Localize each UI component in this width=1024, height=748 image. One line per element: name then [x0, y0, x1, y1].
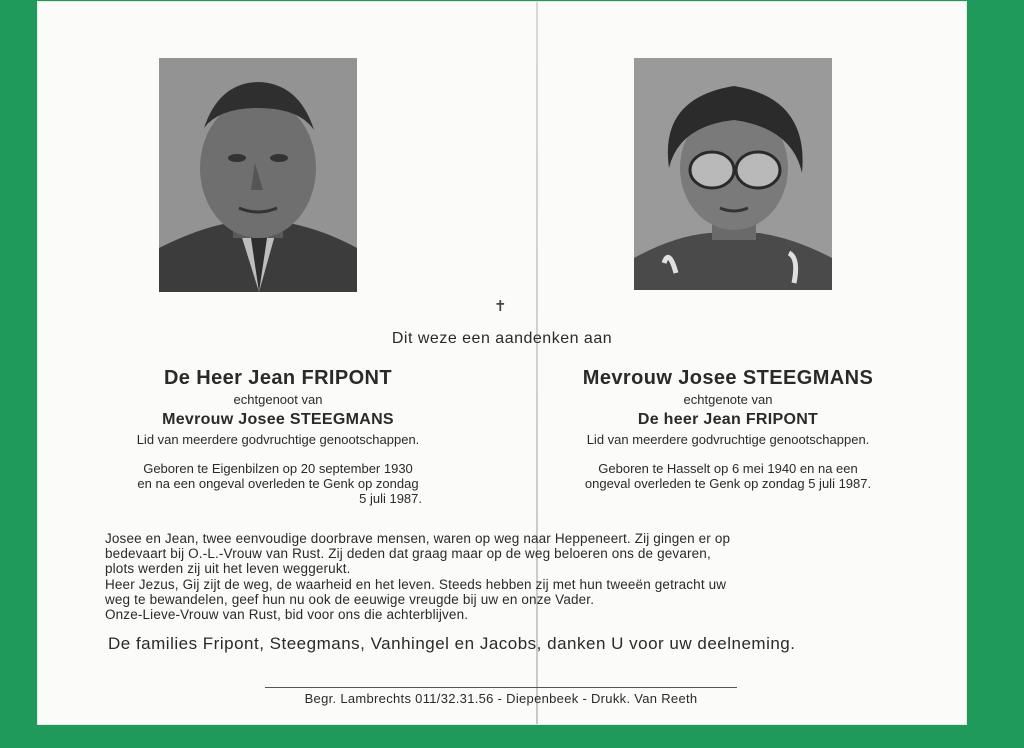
left-relation: echtgenoot van [233, 392, 323, 407]
left-born-line-2: en na een ongeval overleden te Genk op zondag [137, 476, 419, 491]
right-column [538, 366, 918, 491]
cross-icon: ✝ [494, 298, 507, 315]
photo-josee-steegmans [634, 58, 832, 290]
right-relation: echtgenote van [683, 392, 773, 407]
left-born-line-3: 5 juli 1987. [359, 491, 422, 506]
memorial-text-line: weg te bewandelen, geef hun nu ook de eeuwige vreugde bij uw en onze Vader. [105, 591, 595, 607]
right-name: Mevrouw Josee STEEGMANS [582, 367, 874, 389]
footer-rule [265, 687, 737, 688]
left-membership: Lid van meerdere godvruchtige genootschappen. [136, 432, 420, 447]
memorial-text-line: Josee en Jean, twee eenvoudige doorbrave mensen, waren op weg naar Heppeneert. Zij gingen er op [105, 531, 731, 546]
left-spouse: Mevrouw Josee STEEGMANS [162, 411, 394, 428]
left-born-line-1: Geboren te Eigenbilzen op 20 september 1930 [143, 461, 413, 476]
right-membership: Lid van meerdere godvruchtige genootschappen. [586, 432, 870, 447]
memorial-text-line: plots werden zij uit het leven weggerukt. [105, 561, 351, 577]
dedication-line: Dit weze een aandenken aan [391, 330, 613, 347]
left-column [88, 366, 468, 506]
memorial-text-line: Onze-Lieve-Vrouw van Rust, bid voor ons die achterblijven. [105, 607, 469, 623]
right-born-line-2: ongeval overleden te Genk op zondag 5 juli 1987. [584, 476, 872, 491]
memorial-text-line: Heer Jezus, Gij zijt de weg, de waarheid en het leven. Steeds hebben zij met hun tweeën getracht uw [105, 576, 727, 592]
memorial-card [38, 2, 966, 724]
thanks-line: De families Fripont, Steegmans, Vanhingel en Jacobs, danken U voor uw deelneming. [108, 634, 796, 653]
right-born-line-1: Geboren te Hasselt op 6 mei 1940 en na een [598, 461, 858, 476]
left-name: De Heer Jean FRIPONT [163, 367, 393, 389]
printer-credit: Begr. Lambrechts 011/32.31.56 - Diepenbeek - Drukk. Van Reeth [304, 691, 698, 706]
memorial-text-line: bedevaart bij O.-L.-Vrouw van Rust. Zij deden dat graag maar op de weg beloeren ons de gevaren, [105, 546, 711, 562]
right-spouse: De heer Jean FRIPONT [637, 411, 819, 428]
photo-jean-fripont [159, 58, 357, 292]
memorial-text [105, 531, 905, 622]
